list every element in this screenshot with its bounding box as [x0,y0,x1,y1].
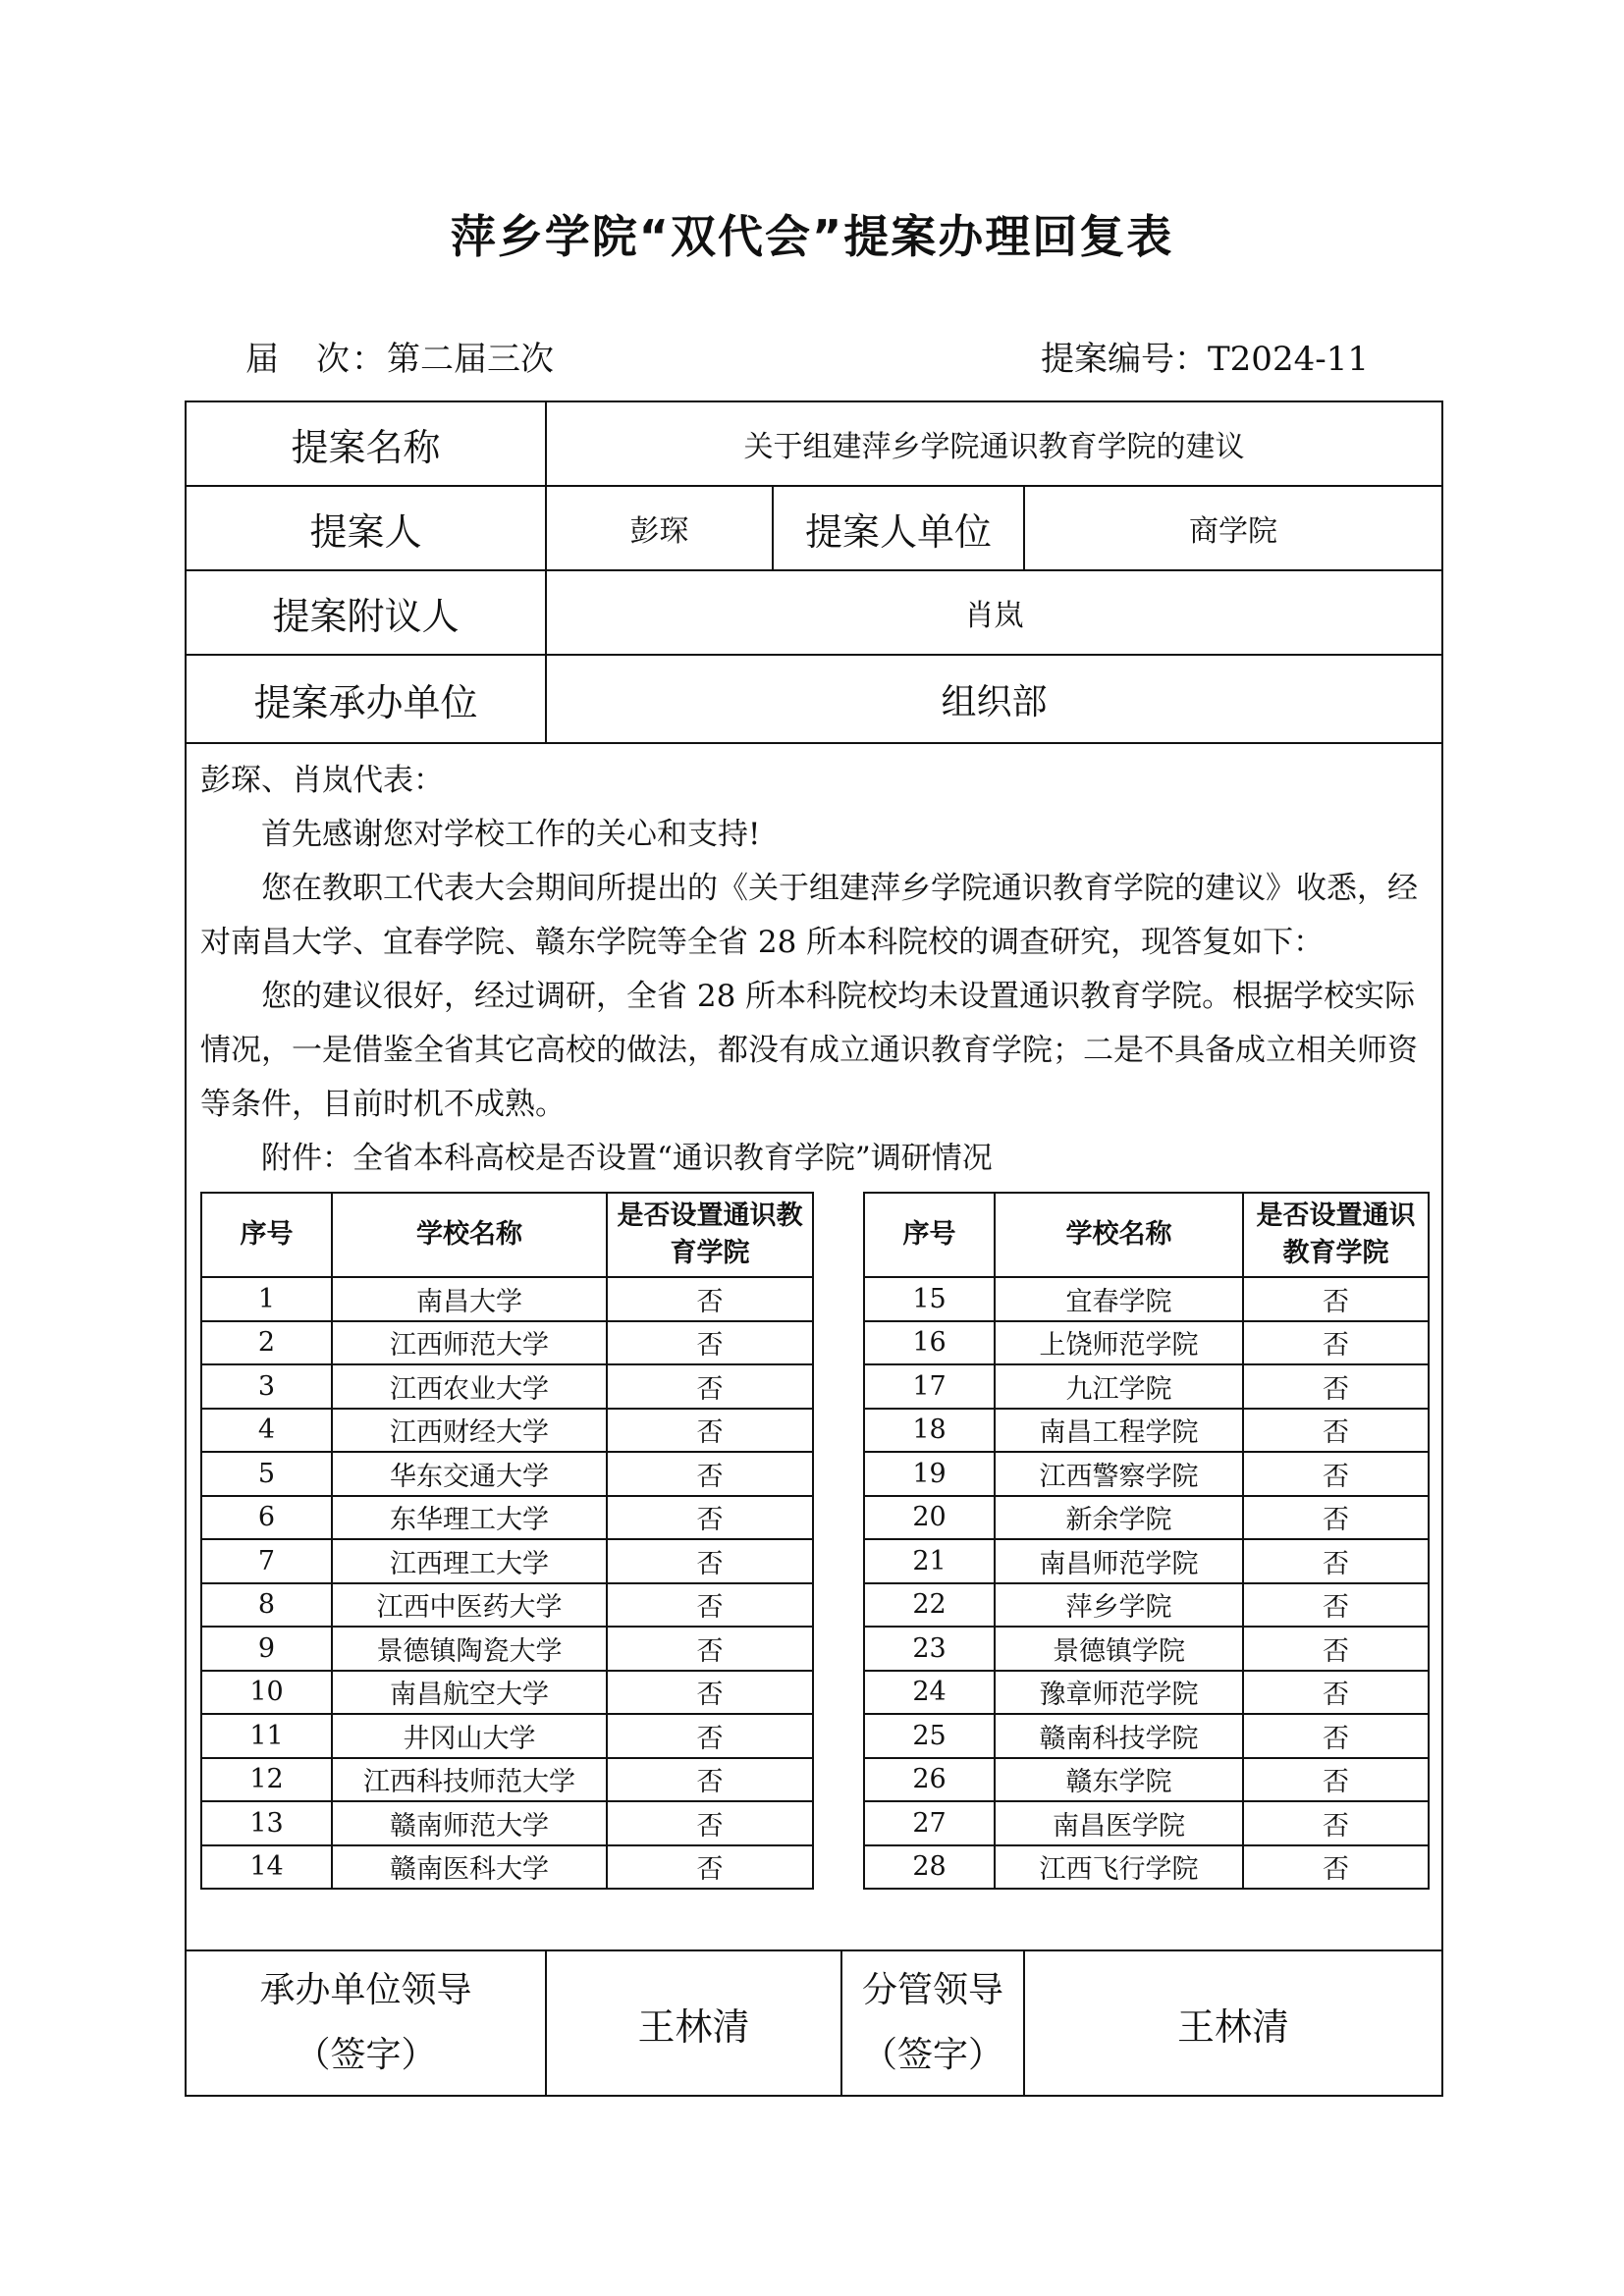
table-row [201,1364,1429,1409]
table-row [201,1321,1429,1365]
survey-has: 否 [1243,1714,1429,1758]
proposer-unit-value: 商学院 [1024,486,1442,570]
survey-school: 宜春学院 [995,1277,1243,1321]
survey-school: 豫章师范学院 [995,1671,1243,1715]
col-header-no: 序号 [864,1193,995,1277]
survey-no: 23 [864,1627,995,1671]
survey-has: 否 [607,1845,813,1890]
letter-salutation: 彭琛、肖岚代表： [200,763,444,798]
survey-school: 井冈山大学 [332,1714,607,1758]
column-gap [813,1409,864,1453]
column-gap [813,1321,864,1365]
col-header-school: 学校名称 [332,1193,607,1277]
page-title: 萍乡学院“双代会”提案办理回复表 [450,210,1174,263]
survey-has: 否 [1243,1364,1429,1409]
survey-no: 8 [201,1583,332,1628]
survey-no: 18 [864,1409,995,1453]
survey-has: 否 [607,1496,813,1540]
table-row [201,1801,1429,1845]
table-row [201,1758,1429,1802]
proposer-value: 彭琛 [546,486,773,570]
survey-no: 24 [864,1671,995,1715]
survey-school: 南昌航空大学 [332,1671,607,1715]
column-gap [813,1801,864,1845]
survey-no: 11 [201,1714,332,1758]
session-label: 届 次： [245,340,387,379]
survey-no: 27 [864,1801,995,1845]
attachment-caption: 附件：全省本科高校是否设置“通识教育学院”调研情况 [261,1141,993,1176]
proposal-number-label: 提案编号： [1041,340,1208,379]
column-gap [813,1714,864,1758]
survey-school: 江西农业大学 [332,1364,607,1409]
survey-has: 否 [1243,1845,1429,1890]
column-gap [813,1193,864,1277]
proposal-number [1041,332,1369,380]
survey-no: 12 [201,1758,332,1802]
survey-no: 5 [201,1452,332,1496]
survey-school: 江西飞行学院 [995,1845,1243,1890]
table-row [201,1845,1429,1890]
supervisor-label-line2: （签字） [861,2035,1003,2075]
survey-no: 2 [201,1321,332,1365]
survey-has: 否 [1243,1758,1429,1802]
table-row [201,1714,1429,1758]
survey-school: 上饶师范学院 [995,1321,1243,1365]
survey-no: 28 [864,1845,995,1890]
col-header-has: 是否设置通识教育学院 [607,1193,813,1277]
survey-school: 江西师范大学 [332,1321,607,1365]
column-gap [813,1496,864,1540]
survey-school: 萍乡学院 [995,1583,1243,1628]
supervisor-signature: 王林清 [1024,1950,1442,2096]
survey-school: 南昌大学 [332,1277,607,1321]
col-header-no: 序号 [201,1193,332,1277]
col-header-school: 学校名称 [995,1193,1243,1277]
survey-no: 16 [864,1321,995,1365]
supervisor-label [841,1950,1024,2096]
table-row [201,1539,1429,1583]
survey-has: 否 [1243,1627,1429,1671]
handler-leader-label [186,1950,546,2096]
table-row [201,1627,1429,1671]
survey-no: 26 [864,1758,995,1802]
letter-paragraph: 首先感谢您对学校工作的关心和支持! [261,817,761,852]
column-gap [813,1627,864,1671]
survey-school: 江西财经大学 [332,1409,607,1453]
survey-has: 否 [607,1452,813,1496]
survey-no: 4 [201,1409,332,1453]
survey-has: 否 [607,1671,813,1715]
survey-no: 22 [864,1583,995,1628]
reply-letter [187,744,1441,1186]
survey-has: 否 [607,1321,813,1365]
survey-no: 17 [864,1364,995,1409]
survey-school: 南昌师范学院 [995,1539,1243,1583]
proposer-label: 提案人 [186,486,546,570]
letter-paragraph: 您的建议很好，经过调研，全省 28 所本科院校均未设置通识教育学院。根据学校实际情况，一是借鉴全省其它高校的做法，都没有成立通识教育学院；二是不具备成立相关师资等条件，目前时机不成熟。 [200,979,1418,1122]
supervisor-label-line1: 分管领导 [861,1970,1003,2010]
survey-has: 否 [607,1627,813,1671]
table-row [201,1277,1429,1321]
survey-school: 景德镇陶瓷大学 [332,1627,607,1671]
column-gap [813,1539,864,1583]
column-gap [813,1452,864,1496]
survey-no: 10 [201,1671,332,1715]
column-gap [813,1277,864,1321]
col-header-has: 是否设置通识教育学院 [1243,1193,1429,1277]
survey-no: 6 [201,1496,332,1540]
survey-no: 9 [201,1627,332,1671]
survey-school: 江西警察学院 [995,1452,1243,1496]
survey-school: 景德镇学院 [995,1627,1243,1671]
survey-school: 南昌工程学院 [995,1409,1243,1453]
proposal-name-value: 关于组建萍乡学院通识教育学院的建议 [546,401,1442,486]
survey-has: 否 [1243,1409,1429,1453]
column-gap [813,1671,864,1715]
reply-form [185,400,1443,2097]
column-gap [813,1845,864,1890]
reply-body [186,743,1442,1950]
table-row [201,1409,1429,1453]
session-info [245,332,554,380]
survey-has: 否 [1243,1496,1429,1540]
survey-no: 3 [201,1364,332,1409]
survey-school: 赣南科技学院 [995,1714,1243,1758]
survey-school: 江西中医药大学 [332,1583,607,1628]
survey-table [200,1192,1430,1890]
survey-has: 否 [1243,1452,1429,1496]
proposer-unit-label: 提案人单位 [773,486,1024,570]
survey-has: 否 [1243,1539,1429,1583]
survey-has: 否 [607,1364,813,1409]
survey-school: 赣东学院 [995,1758,1243,1802]
proposal-number-value: T2024-11 [1208,340,1369,379]
handler-leader-signature: 王林清 [546,1950,841,2096]
seconder-value: 肖岚 [546,570,1442,655]
survey-school: 江西科技师范大学 [332,1758,607,1802]
survey-school: 东华理工大学 [332,1496,607,1540]
survey-no: 1 [201,1277,332,1321]
survey-no: 19 [864,1452,995,1496]
column-gap [813,1364,864,1409]
survey-has: 否 [607,1409,813,1453]
seconder-label: 提案附议人 [186,570,546,655]
survey-school: 南昌医学院 [995,1801,1243,1845]
survey-has: 否 [607,1277,813,1321]
survey-no: 7 [201,1539,332,1583]
survey-has: 否 [1243,1321,1429,1365]
handler-unit-label: 提案承办单位 [186,655,546,743]
survey-has: 否 [1243,1277,1429,1321]
survey-no: 13 [201,1801,332,1845]
survey-header-row [201,1193,1429,1277]
session-value: 第二届三次 [387,340,554,379]
survey-has: 否 [1243,1671,1429,1715]
survey-no: 25 [864,1714,995,1758]
table-row [201,1671,1429,1715]
handler-unit-value: 组织部 [546,655,1442,743]
survey-school: 新余学院 [995,1496,1243,1540]
survey-school: 华东交通大学 [332,1452,607,1496]
survey-has: 否 [607,1539,813,1583]
survey-school: 九江学院 [995,1364,1243,1409]
handler-leader-label-line1: 承办单位领导 [259,1970,472,2010]
proposal-name-label: 提案名称 [186,401,546,486]
column-gap [813,1758,864,1802]
survey-no: 21 [864,1539,995,1583]
survey-school: 江西理工大学 [332,1539,607,1583]
table-row [201,1452,1429,1496]
survey-school: 赣南师范大学 [332,1801,607,1845]
survey-has: 否 [607,1714,813,1758]
survey-has: 否 [607,1583,813,1628]
survey-has: 否 [1243,1801,1429,1845]
handler-leader-label-line2: （签字） [295,2035,437,2075]
survey-no: 15 [864,1277,995,1321]
survey-school: 赣南医科大学 [332,1845,607,1890]
survey-has: 否 [1243,1583,1429,1628]
table-row [201,1496,1429,1540]
letter-paragraph: 您在教职工代表大会期间所提出的《关于组建萍乡学院通识教育学院的建议》收悉，经对南昌大学、宜春学院、赣东学院等全省 28 所本科院校的调查研究，现答复如下： [200,871,1418,960]
survey-no: 20 [864,1496,995,1540]
survey-no: 14 [201,1845,332,1890]
table-row [201,1583,1429,1628]
column-gap [813,1583,864,1628]
survey-has: 否 [607,1801,813,1845]
survey-has: 否 [607,1758,813,1802]
